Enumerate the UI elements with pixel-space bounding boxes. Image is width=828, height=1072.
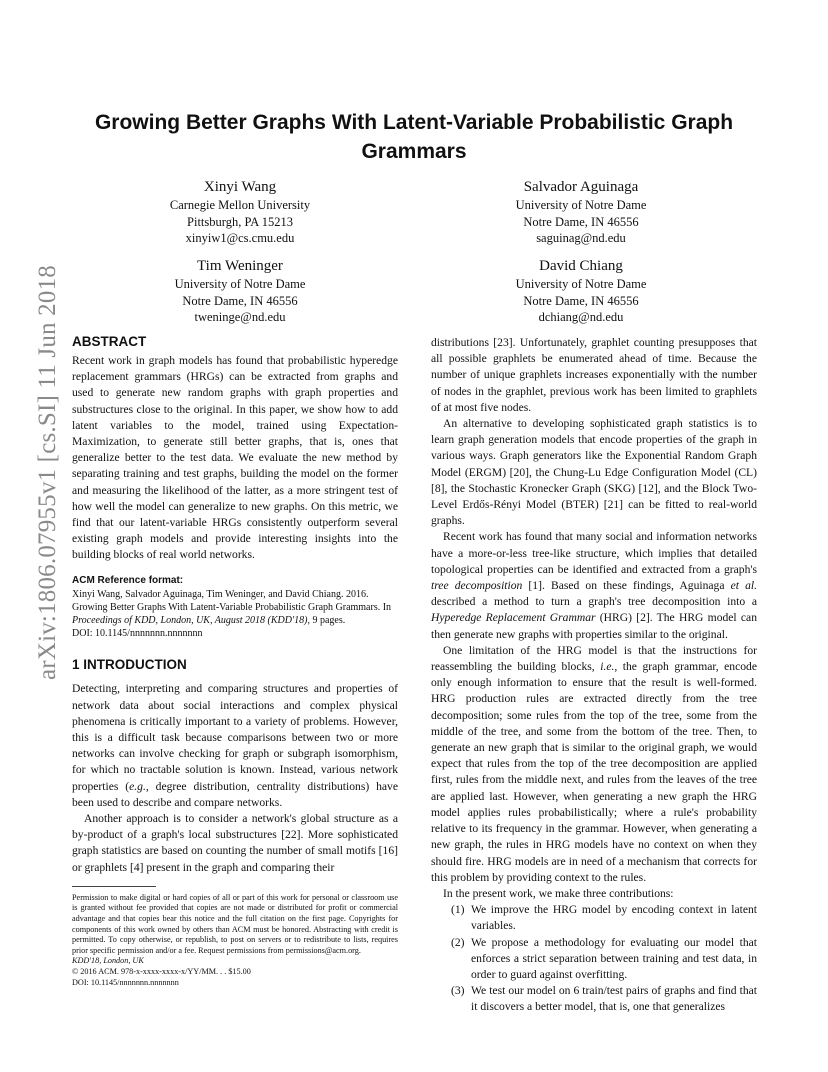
left-column <box>72 333 398 988</box>
body-paragraph <box>431 529 757 642</box>
author-name: Salvador Aguinaga <box>523 179 639 195</box>
author-email: tweninge@nd.edu <box>194 310 286 324</box>
list-item-number: (1) <box>451 903 465 917</box>
text-run: One limitation of the HRG model is that the instructions for reassembling the building blocks, <box>431 643 757 674</box>
author-block <box>90 256 390 326</box>
body-paragraph: distributions [23]. Unfortunately, graphlet counting presupposes that all possible graphlets be enumerated ahead of time. Because the number of unique graphlets increases exponentially with the number of nodes in the graphlet, previous work has been limited to graphlets of at most five nodes. <box>431 336 757 414</box>
list-item-text: We propose a methodology for evaluating our model that enforces a strict separation between training and test data, in order to guard against overfitting. <box>471 935 757 981</box>
contributions-list <box>431 902 757 1015</box>
paper-title: Growing Better Graphs With Latent-Variable Probabilistic Graph Grammars <box>94 111 734 163</box>
right-column <box>431 335 757 1016</box>
acm-reference-venue: Proceedings of KDD, London, UK, August 2018 (KDD'18) <box>72 615 308 627</box>
list-item <box>431 983 757 1015</box>
author-location: Notre Dame, IN 46556 <box>523 293 639 308</box>
author-email: dchiang@nd.edu <box>538 310 624 324</box>
author-name: David Chiang <box>539 258 623 274</box>
acm-reference-authors: Xinyi Wang, Salvador Aguinaga, Tim Weninger, and David Chiang. 2016. Growing Better Graphs With Latent-Variable Probabilistic Graph Grammars. In <box>72 588 392 613</box>
author-location: Notre Dame, IN 46556 <box>523 214 639 229</box>
acm-reference-text <box>72 588 398 628</box>
text-run-italic: i.e. <box>600 660 615 674</box>
author-affiliation: Carnegie Mellon University <box>169 198 311 212</box>
permission-venue <box>72 956 398 967</box>
text-run: described a method to turn a graph's tree decomposition into a <box>431 595 757 609</box>
text-run-italic: e.g. <box>129 779 146 793</box>
author-email: saguinag@nd.edu <box>536 231 626 245</box>
list-item-text: We test our model on 6 train/test pairs of graphs and find that it discovers a better model, that is, one that generalizes <box>471 984 757 1014</box>
list-item <box>431 935 757 984</box>
author-block <box>90 177 390 247</box>
body-paragraph <box>431 643 757 886</box>
venue-text: KDD'18, London, UK <box>72 956 144 966</box>
introduction-paragraph <box>72 681 398 811</box>
arxiv-sidebar <box>4 265 64 680</box>
abstract-heading: ABSTRACT <box>72 334 147 349</box>
text-run: (HRG) [2]. The HRG model can then generate new graphs with properties similar to the original. <box>431 611 757 641</box>
acm-reference-pages: , 9 pages. <box>307 615 346 627</box>
list-item-number: (2) <box>451 935 465 949</box>
acm-reference-doi: DOI: 10.1145/nnnnnnn.nnnnnnn <box>72 628 203 640</box>
introduction-heading: 1 INTRODUCTION <box>72 657 187 673</box>
body-paragraph: An alternative to developing sophisticated graph statistics is to learn graph generation models that encode properties of the graph in various ways. Graph generators like the Exponential Random Graph Model (ERGM) [20], the Chung-Lu Edge Configuration Model (CL) [8], the Stochastic Kronecker Graph (SKG) [12], and the Block Two-Level Erdős-Rényi Model (BTER) [21] can be fitted to real-world graphs. <box>431 417 757 528</box>
text-run-italic: tree decomposition <box>431 579 523 593</box>
text-run: , the graph grammar, encode only enough information to ensure that the result is well-formed. HRG production rules are extracted directly from the tree decomposition; some rules from the top of the tree, some from the middle of the tree, and some from the bottom of the tree. Then, to generate an new graph that is similar to the original graph, we would expect that rules from the top of the tree decomposition are applied first, rules from the middle next, and rules from the leaves of the tree are applied last. However, when generating a new graph the HRG model applies rules probabilistically; where a rule's probability relative to its frequency in the grammar. However, when generating a new graph, the rules in HRG models have no context on when they should fire. HRG models are in need of a mechanism that corrects for this problem by providing context to the rules. <box>431 660 757 884</box>
author-block <box>431 177 731 247</box>
author-affiliation: University of Notre Dame <box>174 277 306 291</box>
text-run: Recent work has found that many social and information networks have a more-or-less tree-like structure, which implies that detailed topological properties can be identified and extracted from a graph's <box>431 530 757 576</box>
permission-notice: Permission to make digital or hard copies of all or part of this work for personal or classroom use is granted without fee provided that copies are not made or distributed for profit or commercial advantage and that copies bear this notice and the full citation on the first page. Copyrights for components of this work owned by others than ACM must be honored. Abstracting with credit is permitted. To copy otherwise, or republish, to post on servers or to redistribute to lists, requires prior specific permission and/or a fee. Request permissions from permissions@acm.org. <box>72 892 398 955</box>
author-name: Tim Weninger <box>197 258 283 274</box>
permission-doi: DOI: 10.1145/nnnnnnn.nnnnnnn <box>72 977 179 987</box>
text-run: Detecting, interpreting and comparing structures and properties of network data about social interactions and complex physical phenomena is critically important to a variety of problems. However, this is a difficult task because comparisons between two or more networks can involve checking for graph or subgraph isomorphism, for which no tractable solution is known. Instead, various network properties ( <box>72 682 398 793</box>
text-run: , degree distribution, centrality distributions) have been used to describe and compare networks. <box>72 779 398 809</box>
text-run-italic: et al. <box>730 579 757 593</box>
list-item-number: (3) <box>451 984 465 998</box>
permission-copyright: © 2016 ACM. 978-x-xxxx-xxxx-x/YY/MM. . . $15.00 <box>72 967 251 977</box>
arxiv-identifier: arXiv:1806.07955v1 [cs.SI] 11 Jun 2018 <box>34 265 61 680</box>
list-item <box>431 902 757 934</box>
author-block <box>431 256 731 326</box>
abstract-text: Recent work in graph models has found that probabilistic hyperedge replacement grammars (HRGs) can be extracted from graphs and used to generate new random graphs with graph properties and substructures close to the original. In this paper, we show how to add latent variables to the model, trained using Expectation-Maximization, to generate still better graphs, that is, ones that generalize better to the test data. We evaluate the new method by separating training and test graphs, building the model on the former and measuring the likelihood of the latter, as a more stringent test of how well the model can generalize to new graphs. On this metric, we find that our latent-variable HRGs consistently outperform several existing graph models and provide interesting insights into the building blocks of real world networks. <box>72 354 398 562</box>
acm-reference-heading: ACM Reference format: <box>72 574 184 586</box>
text-run-italic: Hyperedge Replacement Grammar <box>431 611 596 625</box>
author-name: Xinyi Wang <box>203 179 277 195</box>
author-location: Pittsburgh, PA 15213 <box>187 214 293 229</box>
author-location: Notre Dame, IN 46556 <box>182 293 298 308</box>
author-affiliation: University of Notre Dame <box>515 277 647 291</box>
body-paragraph: In the present work, we make three contributions: <box>443 886 674 900</box>
author-affiliation: University of Notre Dame <box>515 198 647 212</box>
text-run: [1]. Based on these findings, Aguinaga <box>522 579 731 593</box>
introduction-paragraph: Another approach is to consider a network's global structure as a by-product of a graph's local substructures [22]. More sophisticated graph statistics are based on counting the number of small motifs [16] or graphlets [4] present in the graph and comparing their <box>72 812 398 874</box>
list-item-text: We improve the HRG model by encoding context in latent variables. <box>471 903 757 933</box>
author-email: xinyiw1@cs.cmu.edu <box>185 231 295 245</box>
footnote-rule <box>72 886 156 887</box>
